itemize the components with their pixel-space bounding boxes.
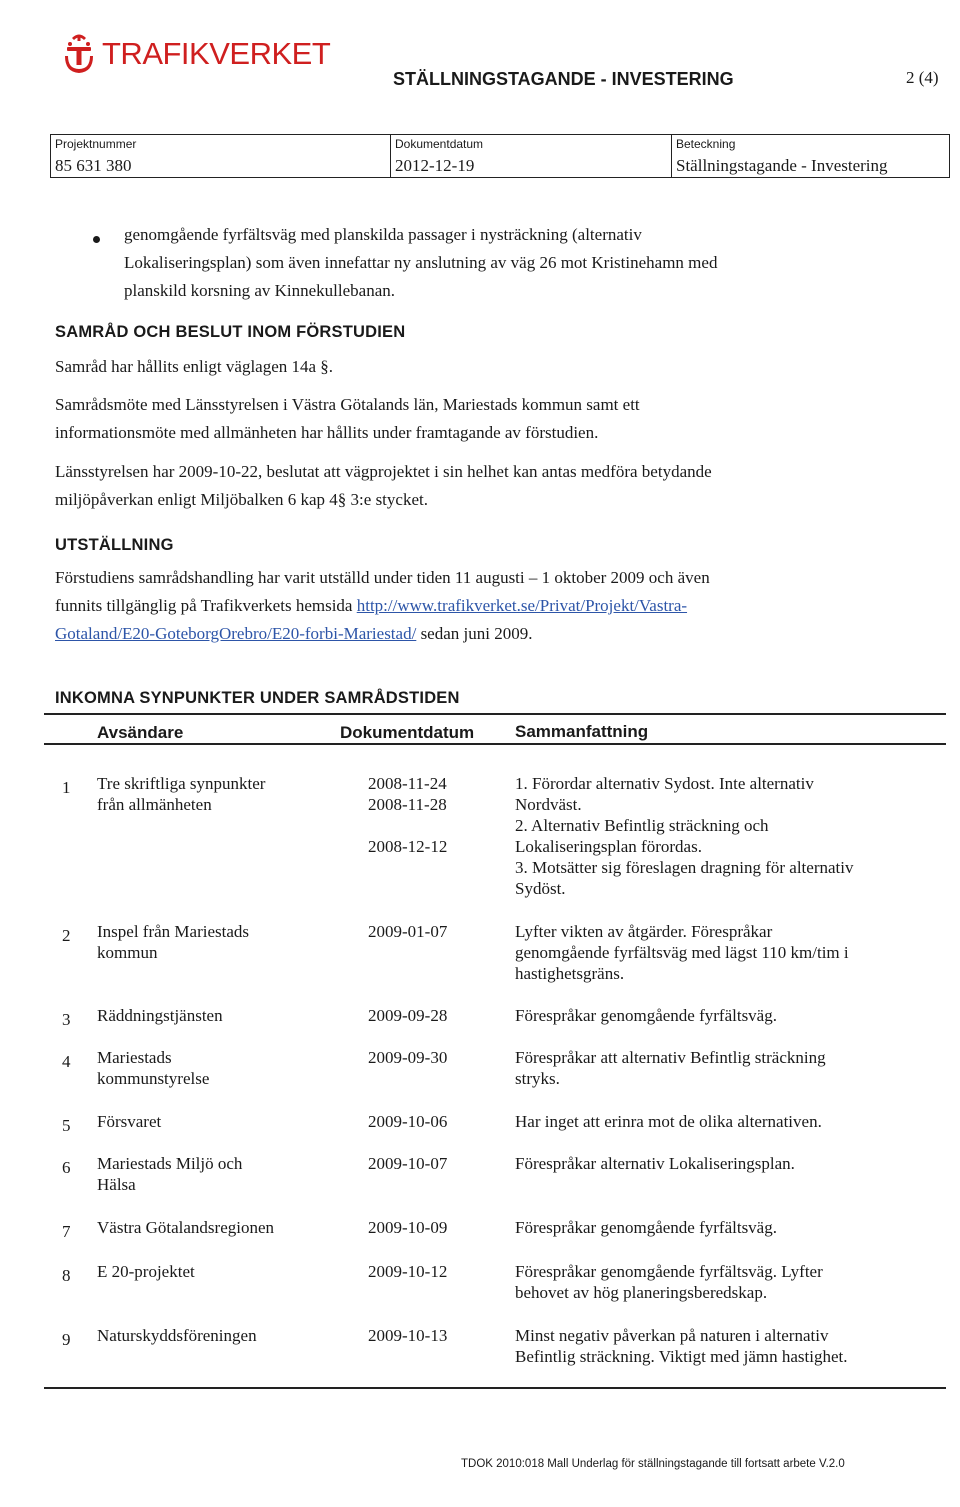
- bullet-dot: [93, 236, 100, 243]
- row-number: 6: [62, 1158, 71, 1177]
- footer-template-id: TDOK 2010:018 Mall Underlag för ställningstagande till fortsatt arbete V.2.0: [461, 1458, 845, 1470]
- heading-utstallning: UTSTÄLLNING: [55, 536, 174, 554]
- page-number: 2 (4): [906, 68, 939, 87]
- row-date: 2009-01-07: [368, 922, 448, 941]
- paragraph-line: miljöpåverkan enligt Miljöbalken 6 kap 4§ 3:e stycket.: [55, 490, 428, 509]
- row-sender: Mariestads kommunstyrelse: [97, 1048, 210, 1088]
- table-top-rule: [44, 713, 946, 715]
- row-date: 2009-10-07: [368, 1154, 448, 1173]
- row-summary: 1. Förordar alternativ Sydost. Inte alternativ Nordväst. 2. Alternativ Befintlig sträckning och Lokaliseringsplan förordas. 3. Motsätter sig föreslagen dragning för alternativ Sydöst.: [515, 774, 854, 898]
- samrad-paragraph-1: Samråd har hållits enligt väglagen 14a §.: [55, 357, 334, 376]
- document-date-value: 2012-12-19: [395, 156, 475, 175]
- project-number-value: 85 631 380: [55, 156, 132, 175]
- website-link[interactable]: http://www.trafikverket.se/Privat/Projekt/Vastra-: [356, 596, 688, 615]
- website-link-continued[interactable]: Gotaland/E20-GoteborgOrebro/E20-forbi-Mariestad/: [55, 624, 417, 643]
- paragraph-line: Förstudiens samrådshandling har varit utställd under tiden 11 augusti – 1 oktober 2009 och även: [55, 568, 710, 587]
- row-sender: Västra Götalandsregionen: [97, 1218, 275, 1237]
- paragraph-text: sedan juni 2009.: [416, 624, 533, 643]
- row-date: 2009-10-12: [368, 1262, 448, 1281]
- row-number: 7: [62, 1222, 71, 1241]
- row-number: 8: [62, 1266, 71, 1285]
- row-sender: Tre skriftliga synpunkter från allmänheten: [97, 774, 266, 814]
- row-sender: Naturskyddsföreningen: [97, 1326, 257, 1345]
- bullet-text: [124, 221, 717, 305]
- samrad-paragraph-3: [55, 458, 712, 514]
- row-sender: Försvaret: [97, 1112, 162, 1131]
- document-date-cell: [390, 135, 671, 177]
- utstallning-paragraph: [55, 564, 935, 648]
- column-header-date: Dokumentdatum: [340, 723, 475, 742]
- paragraph-line: [55, 592, 935, 620]
- heading-synpunkter: INKOMNA SYNPUNKTER UNDER SAMRÅDSTIDEN: [55, 689, 460, 707]
- row-date: 2008-11-24 2008-11-28 2008-12-12: [368, 774, 448, 856]
- row-summary: Förespråkar att alternativ Befintlig sträckning stryks.: [515, 1048, 826, 1088]
- row-date: 2009-09-28: [368, 1006, 448, 1025]
- row-sender: Räddningstjänsten: [97, 1006, 223, 1025]
- row-number: 5: [62, 1116, 71, 1135]
- table-bottom-rule: [44, 1387, 946, 1389]
- row-summary: Förespråkar genomgående fyrfältsväg. Lyfter behovet av hög planeringsberedskap.: [515, 1262, 823, 1302]
- row-sender: Inspel från Mariestads kommun: [97, 922, 250, 962]
- paragraph-line: Samrådsmöte med Länsstyrelsen i Västra Götalands län, Mariestads kommun samt ett: [55, 395, 640, 414]
- row-summary: Förespråkar alternativ Lokaliseringsplan.: [515, 1154, 795, 1173]
- bullet-line: planskild korsning av Kinnekullebanan.: [124, 281, 396, 300]
- row-summary: Förespråkar genomgående fyrfältsväg.: [515, 1218, 777, 1237]
- row-date: 2009-10-06: [368, 1112, 448, 1131]
- row-summary: Har inget att erinra mot de olika alternativen.: [515, 1112, 822, 1131]
- column-header-summary: Sammanfattning: [515, 722, 649, 741]
- logo-text: TRAFIKVERKET: [102, 36, 331, 71]
- paragraph-text: funnits tillgänglig på Trafikverkets hemsida: [55, 596, 357, 615]
- samrad-paragraph-2: [55, 391, 640, 447]
- bullet-line: genomgående fyrfältsväg med planskilda passager i nysträckning (alternativ: [124, 225, 642, 244]
- designation-label: Beteckning: [676, 137, 736, 151]
- row-summary: Lyfter vikten av åtgärder. Förespråkar genomgående fyrfältsväg med lägst 110 km/tim i hastighetsgräns.: [515, 922, 849, 983]
- project-number-cell: [51, 135, 390, 177]
- row-date: 2009-10-09: [368, 1218, 448, 1237]
- heading-samrad: SAMRÅD OCH BESLUT INOM FÖRSTUDIEN: [55, 323, 406, 341]
- table-header-rule: [44, 743, 946, 745]
- row-number: 2: [62, 926, 71, 945]
- designation-value: Ställningstagande - Investering: [676, 156, 888, 175]
- row-sender: Mariestads Miljö och Hälsa: [97, 1154, 243, 1194]
- row-summary: Förespråkar genomgående fyrfältsväg.: [515, 1006, 777, 1025]
- column-header-sender: Avsändare: [97, 723, 184, 742]
- paragraph-line: [55, 620, 935, 648]
- row-sender: E 20-projektet: [97, 1262, 195, 1281]
- metadata-box: [50, 134, 950, 178]
- document-type: STÄLLNINGSTAGANDE - INVESTERING: [393, 69, 734, 89]
- bullet-line: Lokaliseringsplan) som även innefattar ny anslutning av väg 26 mot Kristinehamn med: [124, 253, 718, 272]
- project-number-label: Projektnummer: [55, 137, 137, 151]
- row-number: 4: [62, 1052, 71, 1071]
- trafikverket-emblem-icon: [62, 32, 96, 76]
- row-summary: Minst negativ påverkan på naturen i alternativ Befintlig sträckning. Viktigt med jämn hastighet.: [515, 1326, 848, 1366]
- row-number: 1: [62, 778, 71, 797]
- paragraph-line: Länsstyrelsen har 2009-10-22, beslutat att vägprojektet i sin helhet kan antas medföra betydande: [55, 462, 712, 481]
- designation-cell: [671, 135, 948, 177]
- row-date: 2009-10-13: [368, 1326, 448, 1345]
- trafikverket-logo: [62, 32, 330, 76]
- row-number: 3: [62, 1010, 71, 1029]
- row-number: 9: [62, 1330, 71, 1349]
- paragraph-line: informationsmöte med allmänheten har hållits under framtagande av förstudien.: [55, 423, 599, 442]
- row-date: 2009-09-30: [368, 1048, 448, 1067]
- document-date-label: Dokumentdatum: [395, 137, 484, 151]
